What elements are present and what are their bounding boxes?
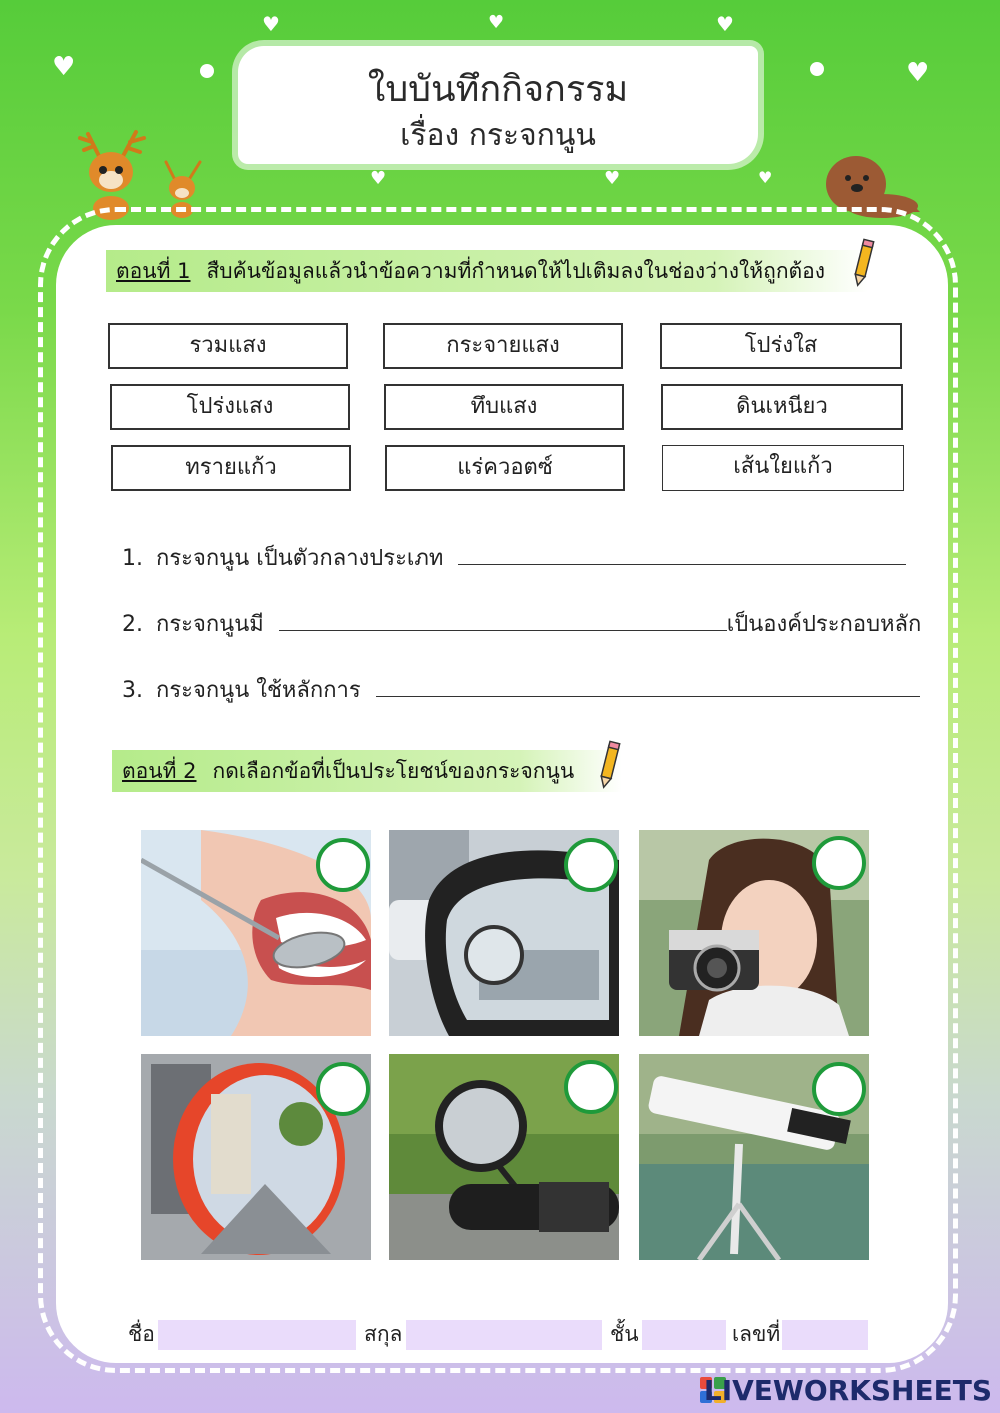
name-field[interactable] [158, 1320, 356, 1350]
word-option[interactable]: ทึบแสง [384, 384, 624, 430]
heart-icon: ♥ [758, 168, 773, 187]
name-label: ชื่อ [128, 1322, 155, 1346]
page-title: ใบบันทึกกิจกรรม [367, 69, 629, 110]
heart-icon: ♥ [262, 12, 280, 36]
pencil-icon [596, 740, 624, 790]
heart-icon: ♥ [52, 52, 76, 82]
word-option[interactable]: กระจายแสง [383, 323, 623, 369]
heart-icon: ♥ [906, 58, 930, 88]
select-circle[interactable] [812, 1062, 866, 1116]
page-subtitle: เรื่อง กระจกนูน [400, 118, 596, 153]
select-circle[interactable] [316, 1062, 370, 1116]
select-circle[interactable] [564, 1060, 618, 1114]
part2-instruction: กดเลือกข้อที่เป็นประโยชน์ของกระจกนูน [212, 759, 575, 783]
word-option[interactable]: โปร่งใส [660, 323, 902, 369]
surname-label: สกุล [364, 1322, 403, 1346]
word-option[interactable]: ทรายแก้ว [111, 445, 351, 491]
part1-heading [106, 250, 868, 292]
surname-field[interactable] [406, 1320, 602, 1350]
pencil-icon [850, 238, 878, 288]
answer-blank-3[interactable] [376, 672, 920, 697]
number-field[interactable] [782, 1320, 868, 1350]
word-option[interactable]: รวมแสง [108, 323, 348, 369]
heart-icon: ♥ [370, 168, 387, 189]
question-1: 1. กระจกนูน เป็นตัวกลางประเภท [122, 540, 906, 575]
deer-illustration [70, 124, 218, 220]
part2-label: ตอนที่ 2 [122, 759, 197, 783]
question-2: 2. กระจกนูนมี เป็นองค์ประกอบหลัก [122, 606, 921, 641]
class-field[interactable] [642, 1320, 726, 1350]
select-circle[interactable] [316, 838, 370, 892]
select-circle[interactable] [812, 836, 866, 890]
heart-icon: ♥ [604, 168, 621, 189]
brand-wordmark: LIVEWORKSHEETS [703, 1374, 992, 1407]
decor-dot [810, 62, 824, 76]
part1-label: ตอนที่ 1 [116, 259, 191, 283]
number-label: เลขที่ [732, 1322, 781, 1346]
part2-heading [112, 750, 622, 792]
part1-instruction: สืบค้นข้อมูลแล้วนำข้อความที่กำหนดให้ไปเติมลงในช่องว่างให้ถูกต้อง [206, 259, 826, 283]
decor-dot [200, 64, 214, 78]
title-card [238, 46, 758, 164]
word-option[interactable]: ดินเหนียว [661, 384, 903, 430]
word-option[interactable]: โปร่งแสง [110, 384, 350, 430]
word-option[interactable]: แร่ควอตซ์ [385, 445, 625, 491]
select-circle[interactable] [564, 838, 618, 892]
class-label: ชั้น [610, 1322, 639, 1346]
question-3: 3. กระจกนูน ใช้หลักการ [122, 672, 920, 707]
word-option[interactable]: เส้นใยแก้ว [662, 445, 904, 491]
heart-icon: ♥ [716, 12, 734, 36]
heart-icon: ♥ [488, 12, 505, 33]
answer-blank-2[interactable] [279, 606, 727, 631]
answer-blank-1[interactable] [458, 540, 906, 565]
